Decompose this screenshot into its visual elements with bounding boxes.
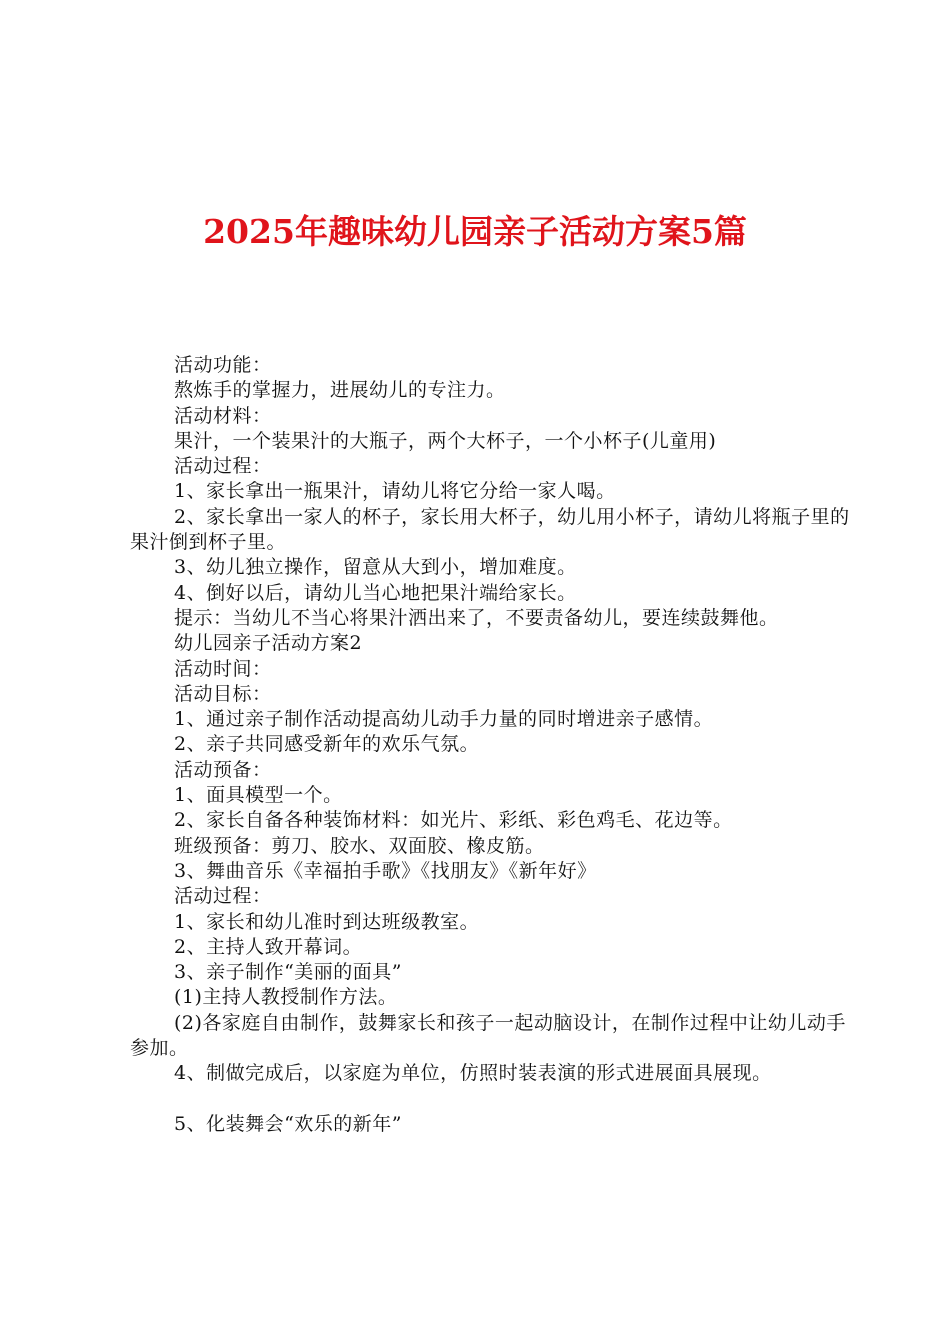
paragraph: 2、亲子共同感受新年的欢乐气氛。 [174, 733, 480, 756]
paragraph: 提示：当幼儿不当心将果汁洒出来了，不要责备幼儿，要连续鼓舞他。 [174, 606, 779, 629]
paragraph: 3、亲子制作“美丽的面具” [174, 961, 403, 984]
paragraph: 果汁，一个装果汁的大瓶子，两个大杯子，一个小杯子(儿童用) [174, 429, 717, 452]
paragraph: 活动时间： [174, 657, 272, 680]
paragraph: 班级预备：剪刀、胶水、双面胶、橡皮筋。 [174, 834, 545, 857]
paragraph: 活动过程： [174, 455, 272, 478]
paragraph: 4、倒好以后，请幼儿当心地把果汁端给家长。 [174, 581, 577, 604]
section-heading: 幼儿园亲子活动方案2 [174, 632, 363, 655]
paragraph: 1、家长拿出一瓶果汁，请幼儿将它分给一家人喝。 [174, 480, 616, 503]
paragraph: 3、舞曲音乐《幸福拍手歌》《找朋友》《新年好》 [174, 859, 597, 882]
paragraph: (1)主持人教授制作方法。 [174, 986, 398, 1009]
paragraph: 2、家长自备各种装饰材料：如光片、彩纸、彩色鸡毛、花边等。 [174, 809, 733, 832]
paragraph: 活动目标： [174, 682, 272, 705]
paragraph: 活动预备： [174, 758, 272, 781]
paragraph: 2、主持人致开幕词。 [174, 935, 363, 958]
paragraph: 活动过程： [174, 885, 272, 908]
document-body [130, 353, 850, 1137]
paragraph: 1、面具模型一个。 [174, 784, 343, 807]
paragraph: 熬炼手的掌握力，进展幼儿的专注力。 [174, 379, 506, 402]
paragraph: 1、通过亲子制作活动提高幼儿动手力量的同时增进亲子感情。 [174, 708, 714, 731]
paragraph: 2、家长拿出一家人的杯子，家长用大杯子，幼儿用小杯子，请幼儿将瓶子里的果汁倒到杯子里。 [130, 505, 850, 554]
paragraph: 4、制做完成后，以家庭为单位，仿照时装表演的形式进展面具展现。 [174, 1062, 772, 1085]
paragraph: (2)各家庭自由制作，鼓舞家长和孩子一起动脑设计，在制作过程中让幼儿动手参加。 [130, 1011, 846, 1060]
paragraph: 活动功能： [174, 354, 272, 376]
paragraph: 5、化装舞会“欢乐的新年” [174, 1112, 403, 1135]
paragraph: 活动材料： [174, 404, 272, 427]
paragraph: 1、家长和幼儿准时到达班级教室。 [174, 910, 480, 933]
document-title: 2025年趣味幼儿园亲子活动方案5篇 [203, 212, 747, 251]
paragraph: 3、幼儿独立操作，留意从大到小，增加难度。 [174, 556, 577, 579]
